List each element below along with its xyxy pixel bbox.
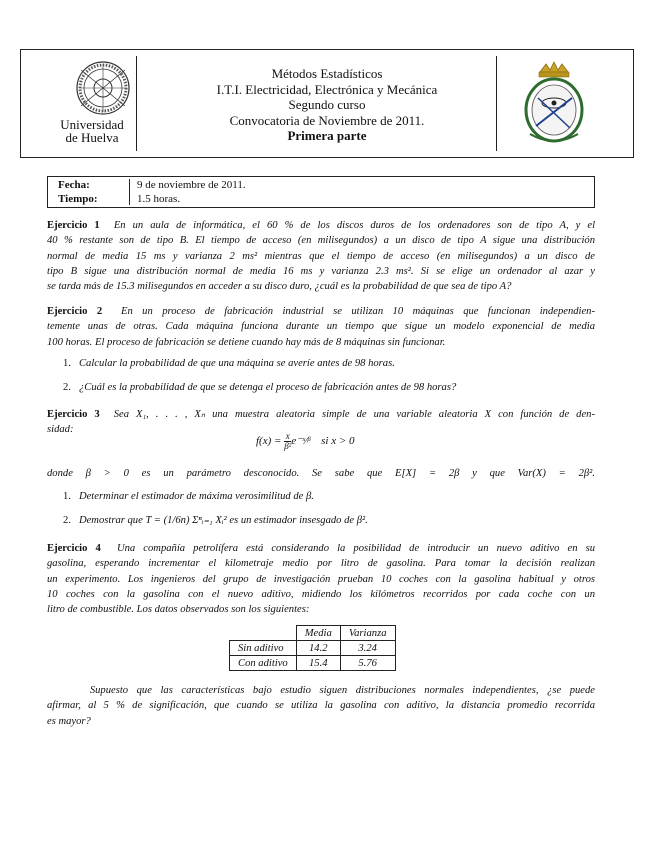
title-line: I.T.I. Electricidad, Electrónica y Mecánica xyxy=(216,81,438,97)
table-row xyxy=(230,641,396,656)
exercise-3-after: donde β > 0 es un parámetro desconocido. Se sabe que E[X] = 2β y que Var(X) = 2β². xyxy=(47,468,595,479)
exercise-label: Ejercicio 1 xyxy=(47,220,100,231)
table-cell: 14.2 xyxy=(296,641,340,656)
university-name: Universidad de Huelva xyxy=(60,117,124,145)
title-line: Métodos Estadísticos xyxy=(271,66,383,81)
column-header: Varianza xyxy=(340,626,395,641)
list-item: 1. Determinar el estimador de máxima verosimilitud de β. xyxy=(63,491,314,502)
title-line: Convocatoria de Noviembre de 2011. xyxy=(229,112,425,128)
row-label: Con aditivo xyxy=(230,656,297,671)
exercise-1: Ejercicio 1 En un aula de informática, el 60 % de los discos duros de los ordenadores son de tipo A, y el 40 % restante son de tipo B. El tiempo de acceso (en milisegundos) a un disco de tipo A sigue una distribución normal de media 15 ms y varianza 2 ms² mientras que el tiempo de acceso (en milisegundos) a un disco de tipo B sigue una distribución normal de media 16 ms y varianza 2.3 ms². Si se elige un ordenador al azar y se tarda más de 15.3 milisegundos en acceder a su disco duro, ¿cuál es la probabilidad de que sea de tipo A? xyxy=(47,220,596,293)
exam-info-box xyxy=(47,176,595,208)
table-cell: 3.24 xyxy=(340,641,395,656)
table-cell: 15.4 xyxy=(296,656,340,671)
list-item: 2. Demostrar que T = (1/6n) Σⁿᵢ₌₁ Xᵢ² es un estimador insesgado de β². xyxy=(63,515,368,526)
table-header-row xyxy=(230,626,396,641)
exercise-2: Ejercicio 2 En un proceso de fabricación industrial se utilizan 10 máquinas que funcionan independien- temente unas de otras. Cada máquina funciona durante un tiempo que sigue un modelo exponencial de media 100 horas. El proceso de fabricación se detiene cuando hay más de 8 máquinas sin funcionar. xyxy=(47,306,596,348)
list-item: 1. Calcular la probabilidad de que una máquina se averíe antes de 98 horas. xyxy=(63,358,395,369)
exam-header xyxy=(20,49,634,158)
exercise-label: Ejercicio 4 xyxy=(47,543,101,554)
title-line: Segundo curso xyxy=(288,97,366,112)
density-formula: f(x) = $\frac{x}{\text{β²}}$ e⁻ˣ⁄ᵝ si x > 0 xyxy=(256,431,355,451)
school-crest-icon xyxy=(506,58,602,150)
list-item: 2. ¿Cuál es la probabilidad de que se detenga el proceso de fabricación antes de 98 horas? xyxy=(63,382,457,393)
table-row xyxy=(230,656,396,671)
table-cell: 5.76 xyxy=(340,656,395,671)
exercise-label: Ejercicio 3 xyxy=(47,409,100,420)
time-label: Tiempo: xyxy=(58,193,98,205)
title-line: Primera parte xyxy=(287,128,367,143)
exam-title xyxy=(157,66,497,144)
exercise-3: Ejercicio 3 Sea X₁, . . . , Xₙ una muestra aleatoria simple de una variable aleatoria X con función de den- sidad: xyxy=(47,409,596,436)
exercise-4-closing: Supuesto que las características bajo estudio siguen distribuciones normales independientes, ¿se puede afirmar, al 5 % de significación, que cuando se utiliza la gasolina con aditivo, la distancia promedio recorrida es mayor? xyxy=(47,685,596,727)
exercise-label: Ejercicio 2 xyxy=(47,306,103,317)
data-table xyxy=(229,625,396,671)
time-value: 1.5 horas. xyxy=(137,193,181,205)
date-value: 9 de noviembre de 2011. xyxy=(137,179,246,191)
row-label: Sin aditivo xyxy=(230,641,297,656)
date-label: Fecha: xyxy=(58,179,90,191)
exercise-4: Ejercicio 4 Una compañía petrolífera está considerando la posibilidad de introducir un nuevo aditivo en su gasolina, esperando incrementar el kilometraje medio por litro de gasolina. Para tomar la decisión realizan un experimento. Los ingenieros del grupo de investigación prueban 10 coches con la gasolina habitual y otros 10 coches con la gasolina con el nuevo aditivo, midiendo los kilómetros recorridos por cada coche con un litro de combustible. Los datos observados son los siguientes: xyxy=(47,543,596,616)
column-header: Media xyxy=(296,626,340,641)
